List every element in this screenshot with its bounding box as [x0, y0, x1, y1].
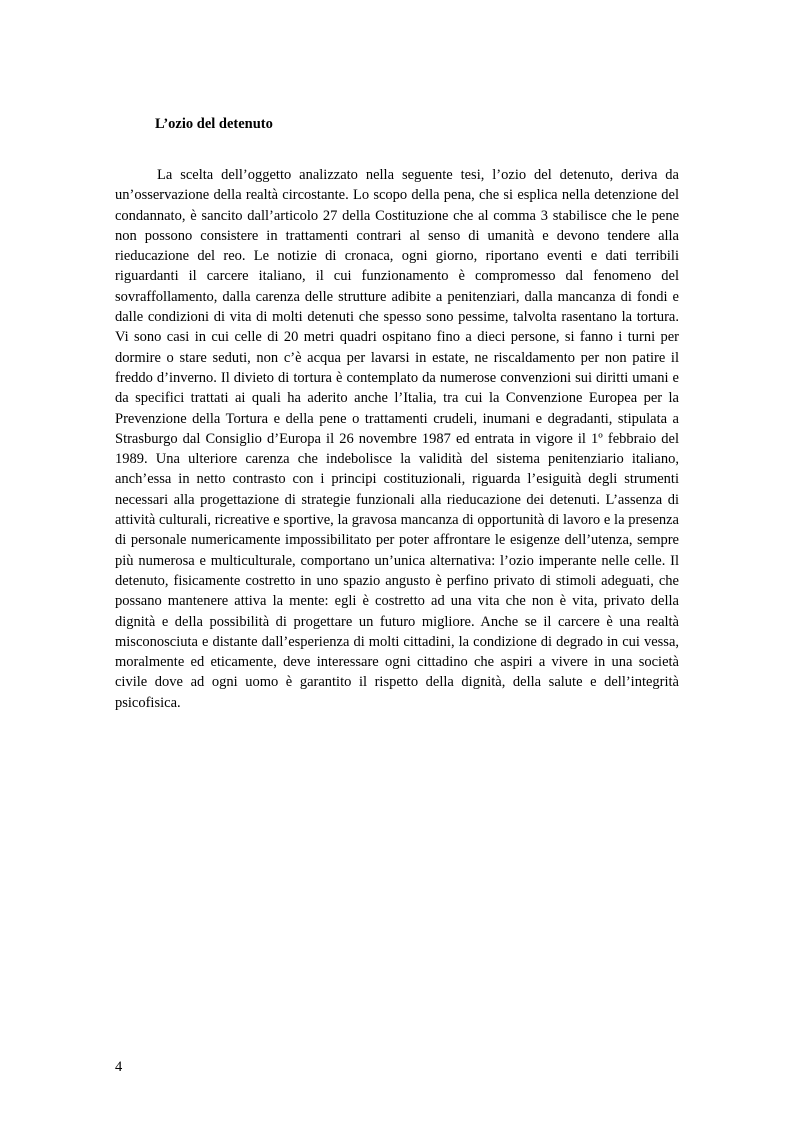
page-number: 4	[115, 1059, 123, 1075]
body-paragraph: La scelta dell’oggetto analizzato nella seguente tesi, l’ozio del detenuto, deriva da un’osservazione della realtà circostante. Lo scopo della pena, che si esplica nella detenzione del condannato, è sancito dall’articolo 27 della Costituzione che al comma 3 stabilisce che le pene non possono consistere in trattamenti contrari al senso di umanità e devono tendere alla rieducazione del reo. Le notizie di cronaca, ogni giorno, riportano eventi e dati terribili riguardanti il carcere italiano, il cui funzionamento è compromesso dal fenomeno del sovraffollamento, dalla carenza delle strutture adibite a penitenziari, dalla mancanza di fondi e dalle condizioni di vita di molti detenuti che spesso sono pessime, talvolta rasentano la tortura. Vi sono casi in cui celle di 20 metri quadri ospitano fino a dieci persone, si fanno i turni per dormire o stare seduti, non c’è acqua per lavarsi in estate, ne riscaldamento per non patire il freddo d’inverno. Il divieto di tortura è contemplato da numerose convenzioni sui diritti umani e da specifici trattati ai quali ha aderito anche l’Italia, tra cui la Convenzione Europea per la Prevenzione della Tortura e della pene o trattamenti crudeli, inumani e degradanti, stipulata a Strasburgo dal Consiglio d’Europa il 26 novembre 1987 ed entrata in vigore il 1º febbraio del 1989. Una ulteriore carenza che indebolisce la validità del sistema penitenziario italiano, anch’essa in netto contrasto con i principi costituzionali, riguarda l’esiguità degli strumenti necessari alla progettazione di strategie funzionali alla rieducazione dei detenuti. L’assenza di attività culturali, ricreative e sportive, la gravosa mancanza di opportunità di lavoro e la presenza di personale numericamente impossibilitato per poter affrontare le esigenze dell’utenza, sempre più numerosa e multiculturale, comportano un’unica alternativa: l’ozio imperante nelle celle. Il detenuto, fisicamente costretto in uno spazio angusto è perfino privato di stimoli adeguati, che possano mantenere attiva la mente: egli è costretto ad una vita che non è vita, privato della dignità e della possibilità di progettare un futuro migliore. Anche se il carcere è una realtà misconosciuta e distante dall’esperienza di molti cittadini, la condizione di degrado in cui vessa, moralmente ed eticamente, deve interessare ogni cittadino che aspiri a vivere in una società civile dove ad ogni uomo è garantito il rispetto della dignità, della salute e dell’integrità psicofisica.	[115, 167, 679, 711]
section-heading: L’ozio del detenuto	[155, 116, 273, 132]
